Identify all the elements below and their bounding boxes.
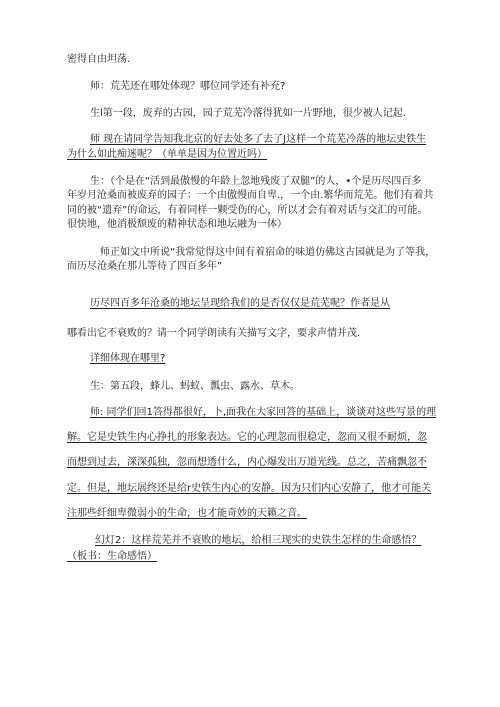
text-line-4: 师 现在请同学告知我北京的好去处多了去了J这样一个荒芜冷落的地坛史铁生 xyxy=(90,134,427,145)
text-line-11: 而历尽沧桑在那儿等待了四百多年” xyxy=(67,261,223,272)
text-line-9: 很快地，他消极颓废的精神状态和地坛融为一体） xyxy=(67,219,287,230)
text-line-15: 生：第五段，蜂儿、蚂蚁、瓢虫、露水、草木。 xyxy=(90,381,300,392)
text-line-18: 而想到过去，深深孤独，忽而想透什么，内心爆发出万道光线。总之，苦痛飘忽不 xyxy=(67,457,427,468)
text-line-10: 师正如文中所说“我常觉得这中间有着宿命的味道仿佛这古园就是为了等我， xyxy=(100,247,436,258)
text-line-20: 注那些纤细卑微弱小的生命，也才能奇妙的天籁之音。 xyxy=(67,508,307,519)
text-line-7: 年岁月沧桑而被废弃的园子：一个由傲慢而自卑.，一个由.繁华而荒芜。他们有着共 xyxy=(67,190,434,201)
text-line-22: （板书：生命感悟） xyxy=(67,551,157,562)
text-line-17: 解。它是史铁生内心挣扎的形象表达。它的心理忽而很稳定，忽而又很不耐烦，忽 xyxy=(67,432,427,443)
text-line-12: 历尽四百多年沧桑的地坛呈现给我们的是否仅仅是荒芜呢？作者是从 xyxy=(90,298,390,309)
text-line-14: 详细体现在哪里? xyxy=(90,353,166,364)
text-line-5: 为什么如此痴迷呢？（单单是因为位置近吗） xyxy=(67,149,267,160)
text-line-3: 生l第一段，废弃的古园，园子荒芜冷落得犹如一片野地，很少被人记起. xyxy=(90,108,406,119)
text-line-19: 定。但是，地坛展终还是给r史铁生内心的安静。因为只们内心安静了，他才可能关 xyxy=(67,483,432,494)
text-line-8: 同的被“遗弃”的命运，有着同样一颗受伤的心，所以才会有着对话与交汇的可能。 xyxy=(67,205,428,216)
text-line-6: 生：（个是在“活到最傲慢的年龄上忽地残废了双腿”的人，•个是历尽四百多 xyxy=(90,176,422,187)
text-line-21: 幻灯2：这样荒芜并不衰败的地坛，给相三现实的史铁生怎样的生命感悟？ xyxy=(95,535,422,546)
text-line-16: 师: 同学们回1答得都很好，卜,面我在大家回答的基础上，谈谈对这些写景的理 xyxy=(90,407,437,418)
text-line-2: 师：荒芜还在哪处体现？哪位同学还有补充? xyxy=(90,81,286,92)
text-line-1: 密得自由坦荡. xyxy=(67,54,131,65)
text-line-13: 哪看出它不衰败的？请一个同学朗读有关描写文字，要求声情并茂. xyxy=(67,328,361,339)
